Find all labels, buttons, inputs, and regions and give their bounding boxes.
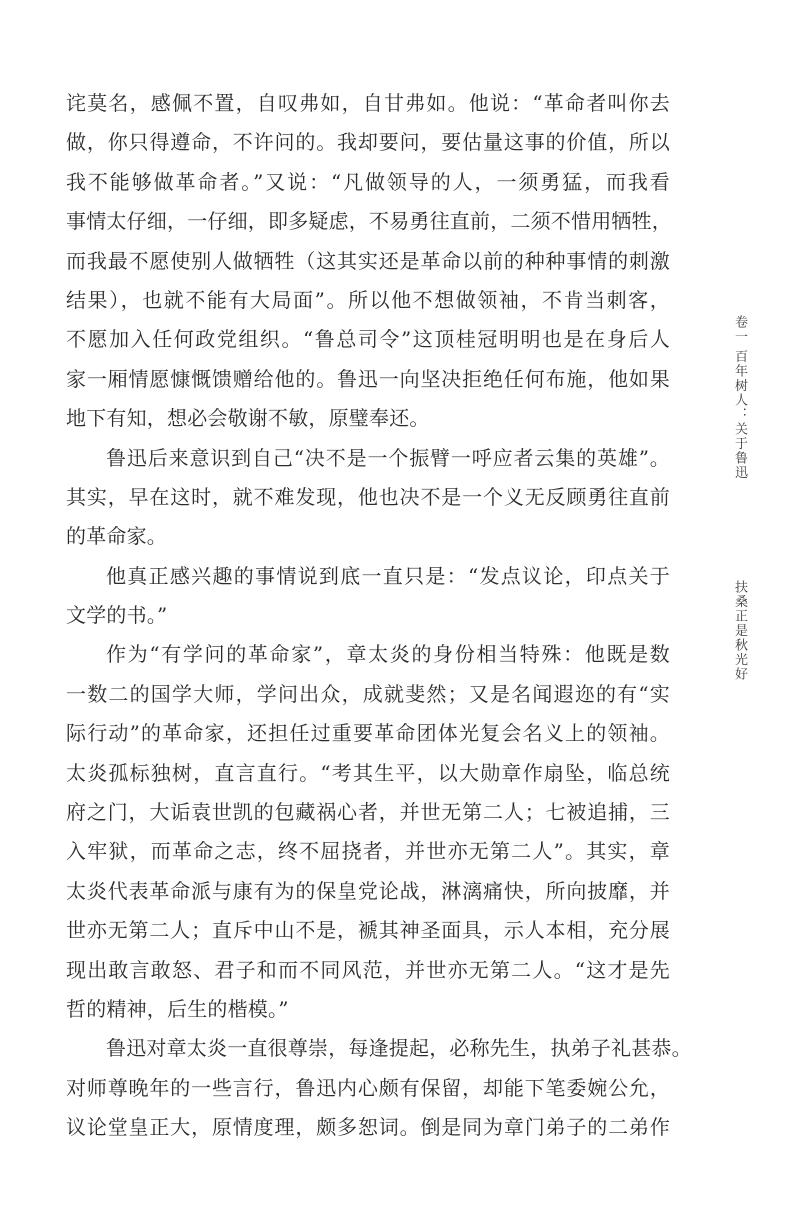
text-line: 地下有知，想必会敬谢不敏，原璧奉还。 xyxy=(66,406,430,431)
text-line: 诧莫名，感佩不置，自叹弗如，自甘弗如。他说：“革命者叫你去 xyxy=(66,91,670,115)
text-line: 做，你只得遵命，不许问的。我却要问，要估量这事的价值，所以 xyxy=(66,130,670,155)
text-line: 对师尊晚年的一些言行，鲁迅内心颇有保留，却能下笔委婉公允， xyxy=(66,1075,670,1100)
text-line: 事情太仔细，一仔细，即多疑虑，不易勇往直前，二须不惜用牺牲， xyxy=(66,209,672,234)
text-line: 我不能够做革命者。”又说：“凡做领导的人，一须勇猛，而我看 xyxy=(66,169,670,194)
text-line: 不愿加入任何政党组织。“鲁总司令”这顶桂冠明明也是在身后人 xyxy=(66,327,670,352)
text-line: 入牢狱，而革命之志，终不屈挠者，并世亦无第二人”。其实，章 xyxy=(66,839,670,864)
text-line: 府之门，大诟袁世凯的包藏祸心者，并世无第二人；七被追捕，三 xyxy=(66,800,670,825)
paragraph-start-line: 他真正感兴趣的事情说到底一直只是：“发点议论，印点关于 xyxy=(106,563,670,588)
paragraph-start-line: 鲁迅对章太炎一直很尊崇，每逢提起，必称先生，执弟子礼甚恭。 xyxy=(106,1036,692,1061)
text-line: 世亦无第二人；直斥中山不是，褫其神圣面具，示人本相，充分展 xyxy=(66,918,670,943)
text-line: 际行动”的革命家，还担任过重要革命团体光复会名义上的领袖。 xyxy=(66,721,670,746)
text-line: 其实，早在这时，就不难发现，他也决不是一个义无反顾勇往直前 xyxy=(66,484,670,509)
text-line: 家一厢情愿慷慨馈赠给他的。鲁迅一向坚决拒绝任何布施，他如果 xyxy=(66,366,670,391)
text-line: 的革命家。 xyxy=(66,524,167,549)
running-head-chapter: 卷一 百年树人：关于鲁迅 xyxy=(732,315,747,481)
text-line: 太炎代表革命派与康有为的保皇党论战，淋漓痛快，所向披靡，并 xyxy=(66,878,670,903)
text-line: 而我最不愿使别人做牺牲（这其实还是革命以前的种种事情的刺激 xyxy=(66,248,670,273)
text-line: 一数二的国学大师，学问出众，成就斐然；又是名闻遐迩的有“实 xyxy=(66,681,670,706)
text-line: 文学的书。” xyxy=(66,603,168,628)
text-line: 太炎孤标独树，直言直行。“考其生平，以大勋章作扇坠，临总统 xyxy=(66,760,670,785)
paragraph-start-line: 鲁迅后来意识到自己“决不是一个振臂一呼应者云集的英雄”。 xyxy=(106,445,670,470)
paragraph-start-line: 作为“有学问的革命家”，章太炎的身份相当特殊：他既是数 xyxy=(106,642,670,667)
text-line: 现出敢言敢怒、君子和而不同风范，并世亦无第二人。“这才是先 xyxy=(66,957,670,982)
text-line: 结果），也就不能有大局面”。所以他不想做领袖，不肯当刺客， xyxy=(66,287,670,312)
running-head-section: 扶桑正是秋光好 xyxy=(732,580,747,682)
text-line: 议论堂皇正大，原情度理，颇多恕词。倒是同为章门弟子的二弟作 xyxy=(66,1115,670,1140)
body-text xyxy=(66,84,692,1148)
text-line: 哲的精神，后生的楷模。” xyxy=(66,996,289,1021)
